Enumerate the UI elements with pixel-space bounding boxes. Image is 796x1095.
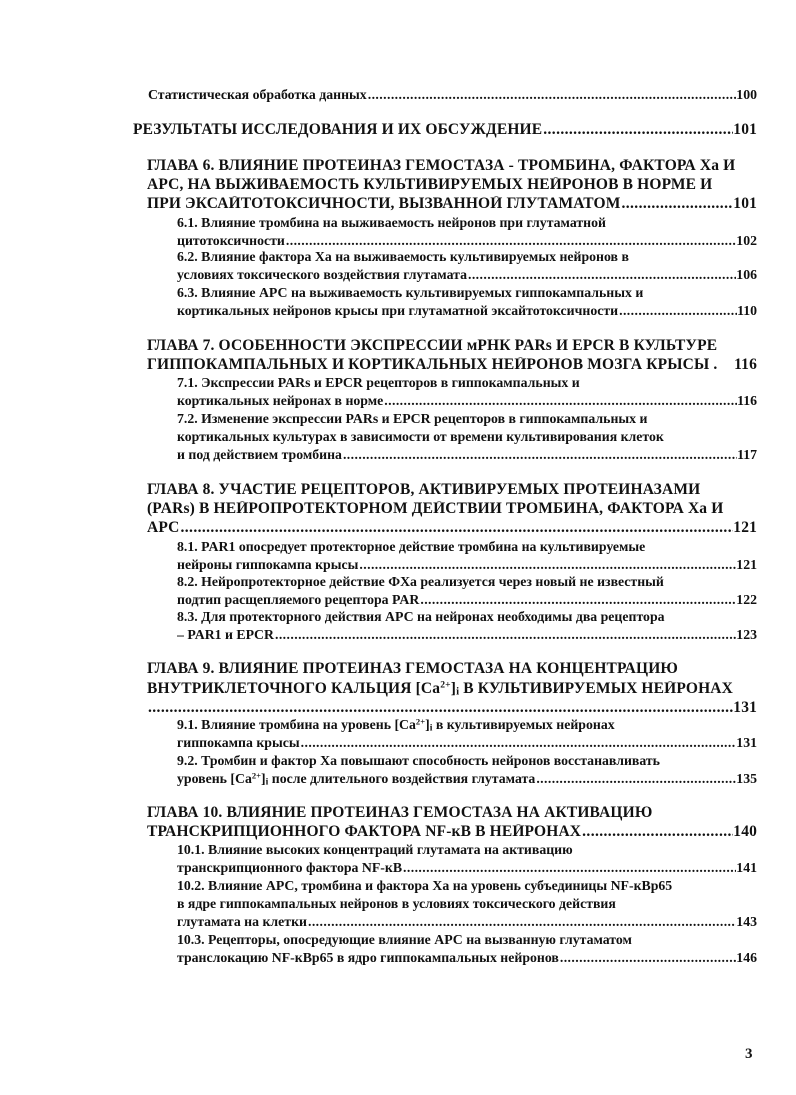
toc-page-number: 102 (736, 234, 757, 248)
toc-leader-dots (308, 915, 736, 929)
chapter-10-title-line-1: ГЛАВА 10. ВЛИЯНИЕ ПРОТЕИНАЗ ГЕМОСТАЗА НА АКТИВАЦИЮ (147, 805, 653, 821)
toc-page-number: 101 (733, 196, 757, 212)
section-10-2-line-1: 10.2. Влияние АРС, тромбина и фактора Ха на уровень субъединицы NF-кBp65 (177, 879, 673, 893)
chapter-6-title-line-1: ГЛАВА 6. ВЛИЯНИЕ ПРОТЕИНАЗ ГЕМОСТАЗА - ТРОМБИНА, ФАКТОРА Ха И (147, 158, 736, 174)
toc-page-number: 143 (736, 915, 757, 929)
section-7-2-line-1: 7.2. Изменение экспрессии PARs и EPCR рецепторов в гиппокампальных и (177, 412, 648, 426)
chapter-10-title-line-2: ТРАНСКРИПЦИОННОГО ФАКТОРА NF-кB В НЕЙРОНАХ ..... 140 (147, 824, 757, 840)
section-10-3-line-1: 10.3. Рецепторы, опосредующие влияние АРС на вызванную глутаматом (177, 933, 632, 947)
section-10-1-line-2: транскрипционного фактора NF-кB ..... 141 (177, 861, 757, 875)
toc-leader-dots (536, 772, 736, 786)
chapter-8-title-line-1: ГЛАВА 8. УЧАСТИЕ РЕЦЕПТОРОВ, АКТИВИРУЕМЫХ ПРОТЕИНАЗАМИ (147, 482, 701, 498)
toc-entry-results (133, 122, 757, 138)
toc-leader-dots (420, 593, 736, 607)
chapter-8-title-line-2: (PARs) В НЕЙРОПРОТЕКТОРНОМ ДЕЙСТВИИ ТРОМБИНА, ФАКТОРА Ха И (147, 501, 724, 517)
toc-page-number: 100 (736, 88, 757, 102)
section-6-3-line-2: кортикальных нейронов крысы при глутаматной эксайтотоксичности ..... 110 (177, 304, 757, 318)
toc-page-number: 106 (736, 268, 757, 282)
toc-leader-dots (275, 628, 736, 642)
toc-leader-dots (543, 122, 733, 138)
toc-leader-dots (181, 520, 734, 536)
toc-page-number: 140 (733, 824, 757, 840)
toc-page-number: 121 (733, 520, 757, 536)
section-10-1-line-1: 10.1. Влияние высоких концентраций глутамата на активацию (177, 843, 573, 857)
section-8-3-line-2: – PAR1 и EPCR ..... 123 (177, 628, 757, 642)
toc-leader-dots (286, 234, 736, 248)
toc-leader-dots (403, 861, 736, 875)
section-7-2-line-3: и под действием тромбина ..... 117 (177, 448, 757, 462)
toc-leader-dots (301, 736, 737, 750)
section-6-2-line-2: условиях токсического воздействия глутамата ..... 106 (177, 268, 757, 282)
section-8-2-line-1: 8.2. Нейропротекторное действие ФХа реализуется через новый не известный (177, 575, 664, 589)
section-10-2-line-3: глутамата на клетки ..... 143 (177, 915, 757, 929)
toc-leader-dots (148, 700, 733, 716)
toc-page-number: 116 (734, 357, 757, 373)
toc-entry-title: Статистическая обработка данных (148, 88, 367, 102)
toc-page-number: 146 (736, 951, 757, 965)
chapter-7-title-line-1: ГЛАВА 7. ОСОБЕННОСТИ ЭКСПРЕССИИ мРНК PARs И EPCR В КУЛЬТУРЕ (147, 338, 718, 354)
toc-page-number: 141 (736, 861, 757, 875)
toc-page-number: 116 (737, 394, 757, 408)
section-8-1-line-1: 8.1. PAR1 опосредует протекторное действие тромбина на культивируемые (177, 540, 646, 554)
section-7-1-line-1: 7.1. Экспрессии PARs и EPCR рецепторов в гиппокампальных и (177, 376, 580, 390)
section-7-2-line-2: кортикальных культурах в зависимости от времени культивирования клеток (177, 430, 664, 444)
chapter-6-title-line-3: ПРИ ЭКСАЙТОТОКСИЧНОСТИ, ВЫЗВАННОЙ ГЛУТАМАТОМ ..... 101 (147, 196, 757, 212)
toc-leader-dots (384, 394, 737, 408)
toc-leader-dots (560, 951, 736, 965)
toc-entry-title: РЕЗУЛЬТАТЫ ИССЛЕДОВАНИЯ И ИХ ОБСУЖДЕНИЕ (133, 122, 543, 138)
chapter-7-title-line-2: ГИППОКАМПАЛЬНЫХ И КОРТИКАЛЬНЫХ НЕЙРОНОВ МОЗГА КРЫСЫ . 116 (147, 357, 757, 373)
chapter-9-title-line-2: ВНУТРИКЛЕТОЧНОГО КАЛЬЦИЯ $[Ca^{2+}]_i$ В КУЛЬТИВИРУЕМЫХ НЕЙРОНАХ (147, 681, 733, 697)
section-9-2-line-2: уровень $[Ca^{2+}]_i$ после длительного воздействия глутамата ..... 135 (177, 772, 757, 786)
section-7-1-line-2: кортикальных нейронах в норме ..... 116 (177, 394, 757, 408)
section-9-1-line-2: гиппокампа крысы ..... 131 (177, 736, 757, 750)
toc-page-number: 122 (736, 593, 757, 607)
page-number: 3 (745, 1046, 753, 1062)
toc-leader-dots (368, 88, 737, 102)
section-10-3-line-2: транслокацию NF-кBp65 в ядро гиппокампальных нейронов ..... 146 (177, 951, 757, 965)
toc-leader-dots (621, 196, 733, 212)
section-10-2-line-2: в ядре гиппокампальных нейронов в условиях токсического действия (177, 897, 616, 911)
toc-page-number: 110 (737, 304, 757, 318)
chapter-9-title-line-3 (147, 700, 757, 716)
section-6-1-line-2: цитотоксичности ..... 102 (177, 234, 757, 248)
section-6-2-line-1: 6.2. Влияние фактора Ха на выживаемость культивируемых нейронов в (177, 250, 629, 264)
section-9-1-line-1: 9.1. Влияние тромбина на уровень $[Ca^{2+}]_i$ в культивируемых нейронах (177, 718, 615, 732)
section-8-3-line-1: 8.3. Для протекторного действия АРС на нейронах необходимы два рецептора (177, 610, 665, 624)
toc-page-number: 123 (736, 628, 757, 642)
toc-leader-dots (468, 268, 736, 282)
chapter-6-title-line-2: АРС, НА ВЫЖИВАЕМОСТЬ КУЛЬТИВИРУЕМЫХ НЕЙРОНОВ В НОРМЕ И (147, 177, 713, 193)
toc-page-number: 121 (736, 558, 757, 572)
toc-leader-dots (582, 824, 733, 840)
toc-page-number: 131 (733, 700, 757, 716)
toc-page-number: 135 (736, 772, 757, 786)
chapter-8-title-line-3: АРС ..... 121 (147, 520, 757, 536)
toc-leader-dots (619, 304, 737, 318)
chapter-9-title-line-1: ГЛАВА 9. ВЛИЯНИЕ ПРОТЕИНАЗ ГЕМОСТАЗА НА КОНЦЕНТРАЦИЮ (147, 661, 679, 677)
toc-page-number: 131 (736, 736, 757, 750)
toc-leader-dots (343, 448, 737, 462)
toc-page-number: 117 (737, 448, 757, 462)
section-6-1-line-1: 6.1. Влияние тромбина на выживаемость нейронов при глутаматной (177, 216, 606, 230)
toc-entry-statistics (148, 88, 757, 102)
section-6-3-line-1: 6.3. Влияние АРС на выживаемость культивируемых гиппокампальных и (177, 286, 644, 300)
section-8-1-line-2: нейроны гиппокампа крысы ..... 121 (177, 558, 757, 572)
section-8-2-line-2: подтип расщепляемого рецептора PAR ..... 122 (177, 593, 757, 607)
section-9-2-line-1: 9.2. Тромбин и фактор Ха повышают способность нейронов восстанавливать (177, 754, 660, 768)
toc-leader-dots (359, 558, 736, 572)
toc-page-number: 101 (733, 122, 757, 138)
